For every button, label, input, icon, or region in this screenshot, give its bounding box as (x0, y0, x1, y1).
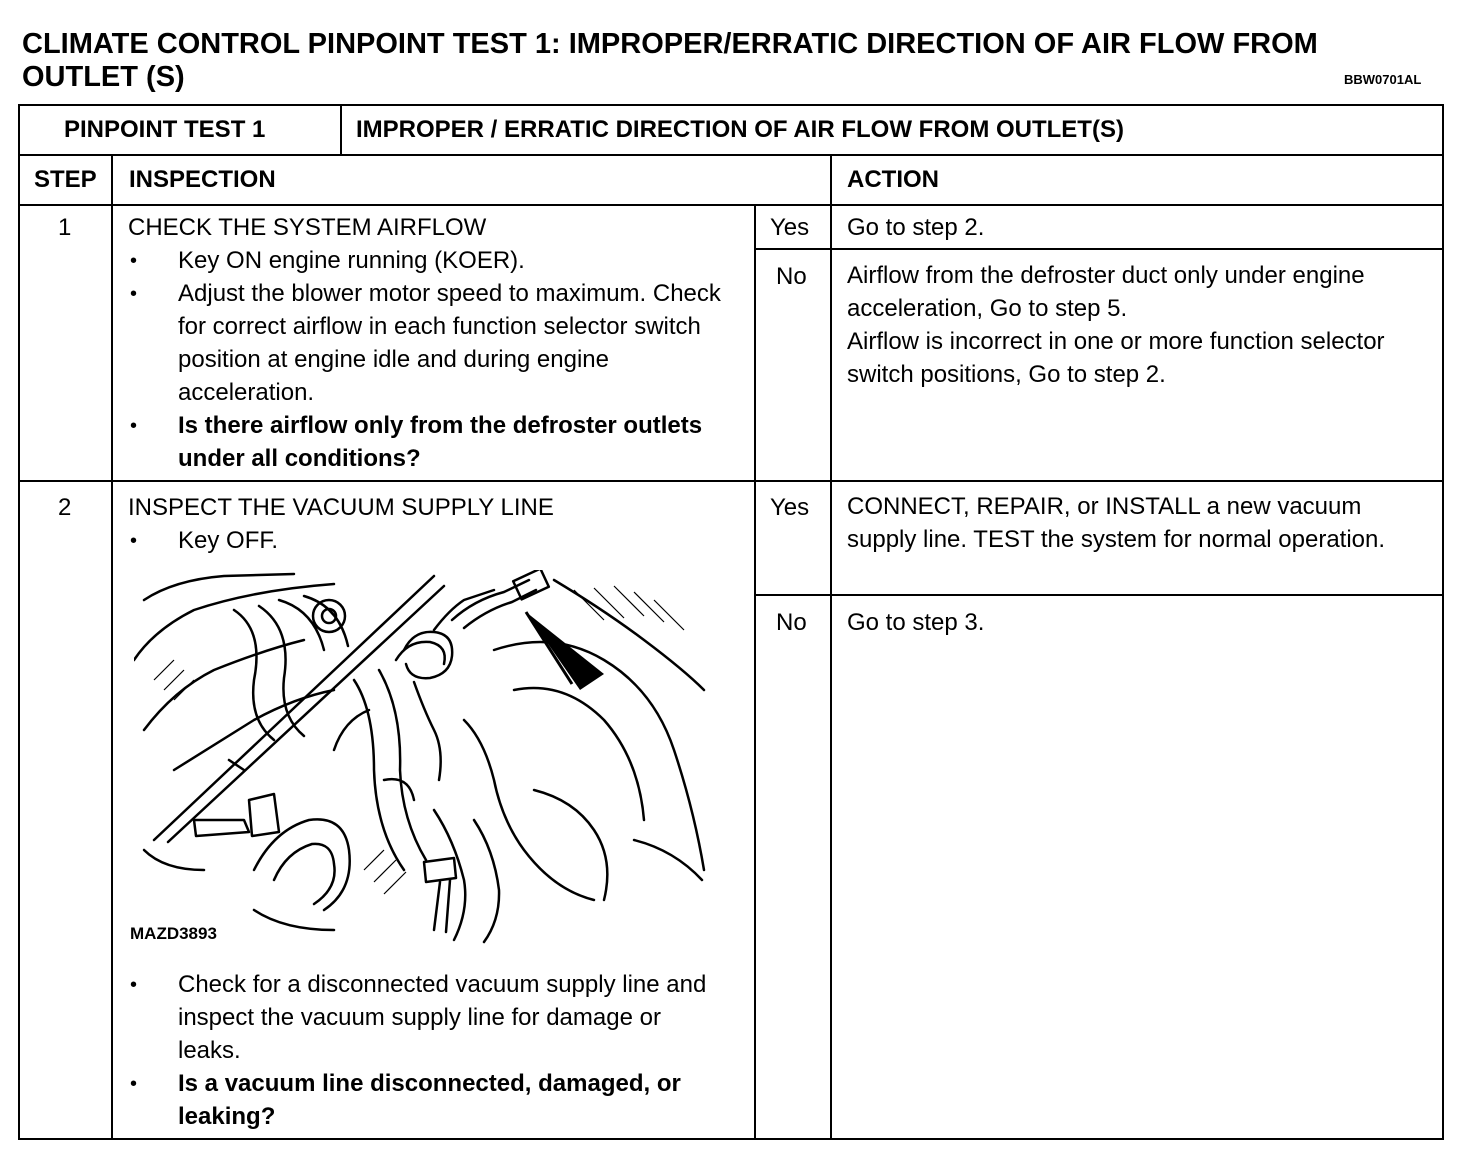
column-divider (754, 204, 756, 1140)
yes-action: Go to step 2. (847, 214, 985, 241)
bullet-icon: • (130, 415, 138, 437)
document-id: BBW0701AL (1344, 72, 1422, 87)
no-action: Go to step 3. (847, 609, 985, 636)
test-description: IMPROPER / ERRATIC DIRECTION OF AIR FLOW FROM OUTLET(S) (356, 116, 1124, 143)
column-divider (340, 104, 342, 154)
step-number: 2 (58, 494, 72, 521)
step-bullet: Adjust the blower motor speed to maximum. Check for correct airflow in each function selector switch position at engine idle and during engine acceleration. (178, 280, 721, 406)
column-header-action: ACTION (847, 166, 939, 193)
test-name: PINPOINT TEST 1 (64, 116, 266, 143)
row-divider (754, 248, 1444, 250)
bullet-icon: • (130, 1073, 138, 1095)
row-divider (18, 154, 1444, 156)
yes-action: CONNECT, REPAIR, or INSTALL a new vacuum supply line. TEST the system for normal operation. (847, 493, 1386, 553)
step-number: 1 (58, 214, 72, 241)
column-header-inspection: INSPECTION (129, 166, 276, 193)
bullet-icon: • (130, 974, 138, 996)
page-title: CLIMATE CONTROL PINPOINT TEST 1: IMPROPER/ERRATIC DIRECTION OF AIR FLOW FROM OUTLET (S) (22, 28, 1318, 93)
step-question: Is a vacuum line disconnected, damaged, or leaking? (178, 1070, 681, 1130)
engine-vacuum-line-illustration (134, 570, 708, 946)
row-divider (18, 204, 1444, 206)
step-question: Is there airflow only from the defroster outlets under all conditions? (178, 412, 703, 472)
no-action: Airflow is incorrect in one or more function selector switch positions, Go to step 2. (847, 328, 1385, 388)
yes-label: Yes (770, 214, 810, 241)
column-divider (111, 154, 113, 1140)
no-label: No (776, 263, 807, 290)
step-title: CHECK THE SYSTEM AIRFLOW (128, 214, 487, 241)
figure-label: MAZD3893 (130, 924, 217, 943)
no-label: No (776, 609, 807, 636)
step-title: INSPECT THE VACUUM SUPPLY LINE (128, 494, 554, 521)
bullet-icon: • (130, 283, 138, 305)
step-bullet: Check for a disconnected vacuum supply line and inspect the vacuum supply line for damage or leaks. (178, 971, 707, 1064)
step-bullet: Key ON engine running (KOER). (178, 247, 525, 274)
no-action: Airflow from the defroster duct only under engine acceleration, Go to step 5. (847, 262, 1365, 322)
step-bullet: Key OFF. (178, 527, 279, 554)
column-header-step: STEP (34, 166, 97, 193)
column-divider (830, 154, 832, 1140)
bullet-icon: • (130, 530, 138, 552)
row-divider (754, 594, 1444, 596)
bullet-icon: • (130, 250, 138, 272)
row-divider (18, 480, 1444, 482)
yes-label: Yes (770, 494, 810, 521)
